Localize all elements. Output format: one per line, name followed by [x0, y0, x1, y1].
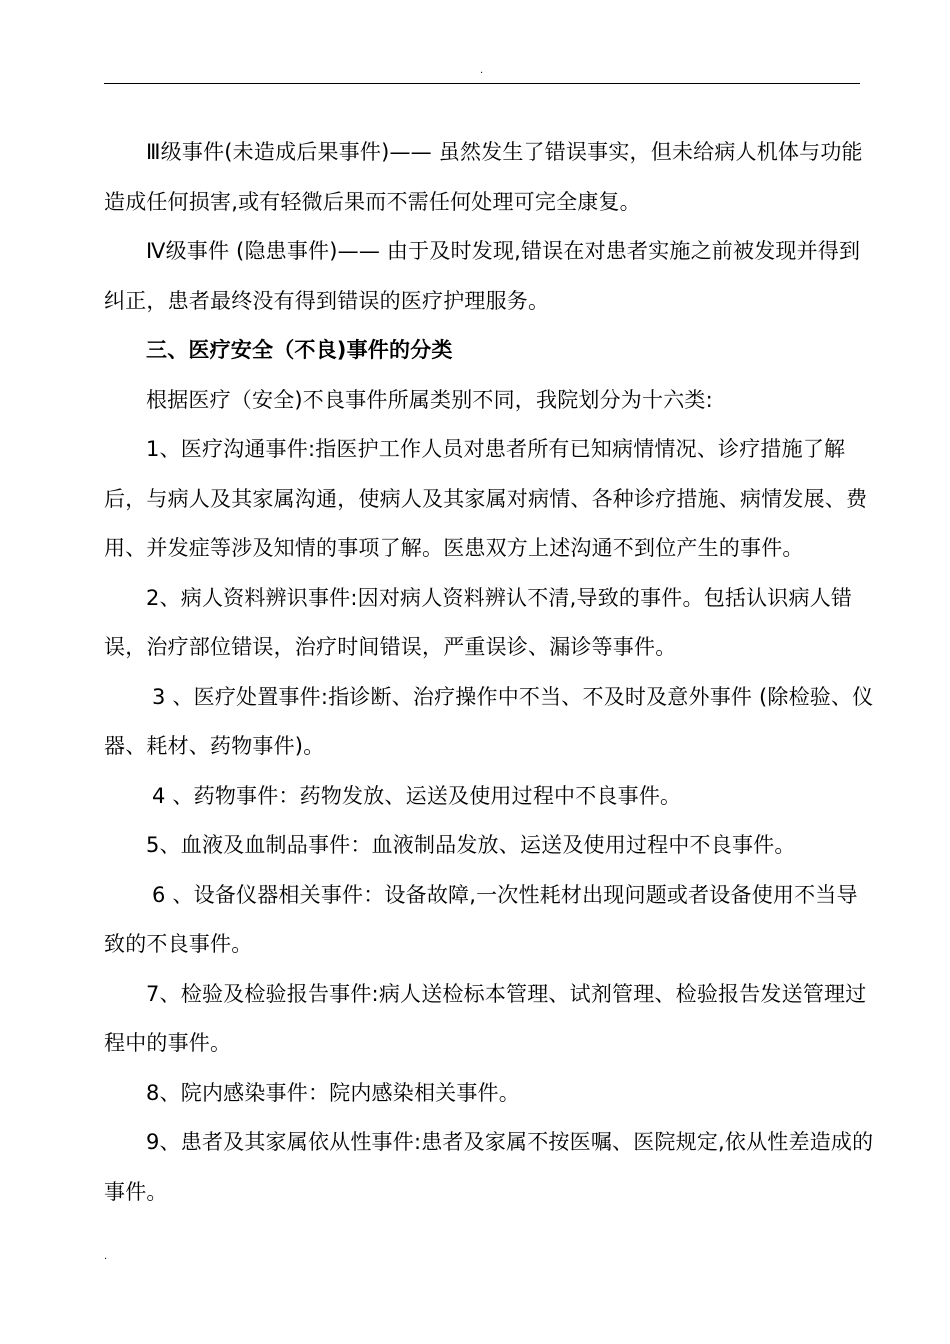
document-body [104, 128, 874, 1217]
list-item-6: 6 、设备仪器相关事件：设备故障,一次性耗材出现问题或者设备使用不当导致的不良事件。 [104, 882, 858, 956]
list-item-3: 3 、医疗处置事件:指诊断、治疗操作中不当、不及时及意外事件 (除检验、仪器、耗材、药物事件)。 [104, 684, 874, 758]
header-divider [104, 83, 860, 84]
list-item-9: 9、患者及其家属依从性事件:患者及家属不按医嘱、医院规定,依从性差造成的事件。 [104, 1130, 874, 1204]
list-item-4: 4 、药物事件：药物发放、运送及使用过程中不良事件。 [152, 783, 682, 808]
list-item-1: 1、医疗沟通事件:指医护工作人员对患者所有已知病情情况、诊疗措施了解后，与病人及其家属沟通，使病人及其家属对病情、各种诊疗措施、病情发展、费用、并发症等涉及知情的事项了解。医患双方上述沟通不到位产生的事件。 [104, 437, 868, 560]
paragraph-level-4-event: Ⅳ级事件 (隐患事件)—— 由于及时发现,错误在对患者实施之前被发现并得到纠正，患者最终没有得到错误的医疗护理服务。 [104, 239, 861, 313]
header-mark: . [480, 65, 484, 76]
list-item-5: 5、血液及血制品事件：血液制品发放、运送及使用过程中不良事件。 [146, 833, 796, 857]
list-item-8: 8、院内感染事件：院内感染相关事件。 [146, 1080, 520, 1105]
footer-mark: . [104, 1251, 108, 1262]
paragraph-classification-intro: 根据医疗（安全)不良事件所属类别不同，我院划分为十六类: [146, 387, 713, 412]
list-item-7: 7、检验及检验报告事件:病人送检标本管理、试剂管理、检验报告发送管理过程中的事件。 [104, 981, 867, 1055]
paragraph-level-3-event: Ⅲ级事件(未造成后果事件)—— 虽然发生了错误事实，但未给病人机体与功能造成任何损害,或有轻微后果而不需任何处理可完全康复。 [104, 140, 863, 214]
section-heading: 三、医疗安全（不良)事件的分类 [146, 338, 453, 362]
list-item-2: 2、病人资料辨识事件:因对病人资料辨认不清,导致的事件。包括认识病人错误，治疗部位错误，治疗时间错误，严重误诊、漏诊等事件。 [104, 585, 853, 659]
